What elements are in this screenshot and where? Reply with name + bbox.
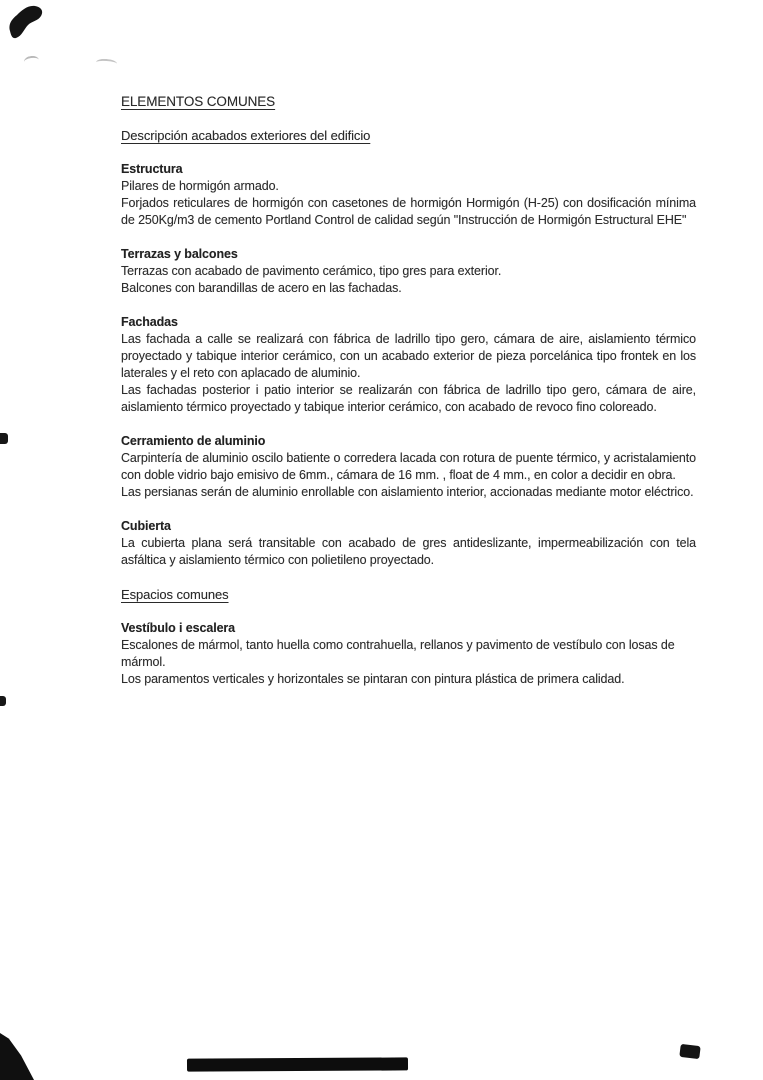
section-heading: Fachadas [121, 315, 178, 329]
paragraph: Las persianas serán de aluminio enrollable con aislamiento interior, accionadas mediante motor eléctrico. [121, 485, 694, 499]
document-subtitle: Descripción acabados exteriores del edificio [121, 128, 371, 143]
scan-artifact-left-edge-mark [0, 696, 6, 706]
scan-artifact-squiggle [23, 55, 39, 67]
paragraph: Las fachada a calle se realizará con fábrica de ladrillo tipo gero, cámara de aire, aislamiento térmico proyectado y tabique interior cerámico, con un acabado exterior de pieza porcelánica tipo frontek en los laterales y el reto con aplacado de aluminio. [121, 332, 696, 380]
paragraph: Balcones con barandillas de acero en las fachadas. [121, 281, 402, 295]
scan-artifact-top-left-blot [7, 4, 47, 41]
section-terrazas-y-balcones [121, 246, 696, 297]
section-heading: Vestíbulo i escalera [121, 621, 236, 635]
paragraph: Terrazas con acabado de pavimento cerámico, tipo gres para exterior. [121, 264, 502, 278]
section-heading: Cerramiento de aluminio [121, 434, 266, 448]
section-heading: Terrazas y balcones [121, 247, 238, 261]
section-cubierta [121, 518, 696, 569]
section-fachadas [121, 314, 696, 416]
document-subheading-espacios-comunes: Espacios comunes [121, 587, 229, 602]
paragraph: Forjados reticulares de hormigón con casetones de hormigón Hormigón (H-25) con dosificación mínima de 250Kg/m3 de cemento Portland Control de calidad según "Instrucción de Hormigón Estructural EHE" [121, 196, 696, 227]
paragraph: Carpintería de aluminio oscilo batiente o corredera lacada con rotura de puente térmico, y acristalamiento con doble vidrio bajo emisivo de 6mm., cámara de 16 mm. , float de 4 mm., en color a decidir en obra. [121, 451, 696, 482]
paragraph: Las fachadas posterior i patio interior se realizarán con fábrica de ladrillo tipo gero, cámara de aire, aislamiento térmico proyectado y tabique interior cerámico, con acabado de revoco fino coloreado. [121, 383, 696, 414]
section-vestibulo-i-escalera [121, 620, 696, 688]
section-heading: Estructura [121, 162, 183, 176]
document-content [121, 93, 696, 688]
paragraph: Escalones de mármol, tanto huella como contrahuella, rellanos y pavimento de vestíbulo con losas de mármol. [121, 638, 675, 669]
document-title: ELEMENTOS COMUNES [121, 94, 276, 109]
section-heading: Cubierta [121, 519, 171, 533]
section-estructura [121, 161, 696, 229]
scan-artifact-bottom-right-mark [679, 1044, 700, 1059]
paragraph: La cubierta plana será transitable con acabado de gres antideslizante, impermeabilización con tela asfáltica y aislamiento térmico con polietileno proyectado. [121, 536, 696, 567]
paragraph: Pilares de hormigón armado. [121, 179, 279, 193]
scan-artifact-left-edge-mark [0, 433, 8, 444]
scan-artifact-squiggle [96, 58, 118, 67]
scan-artifact-bottom-left-blot [0, 1033, 34, 1080]
section-cerramiento-de-aluminio [121, 433, 696, 501]
paragraph: Los paramentos verticales y horizontales se pintaran con pintura plástica de primera calidad. [121, 672, 625, 686]
scan-artifact-bottom-bar [187, 1057, 408, 1071]
